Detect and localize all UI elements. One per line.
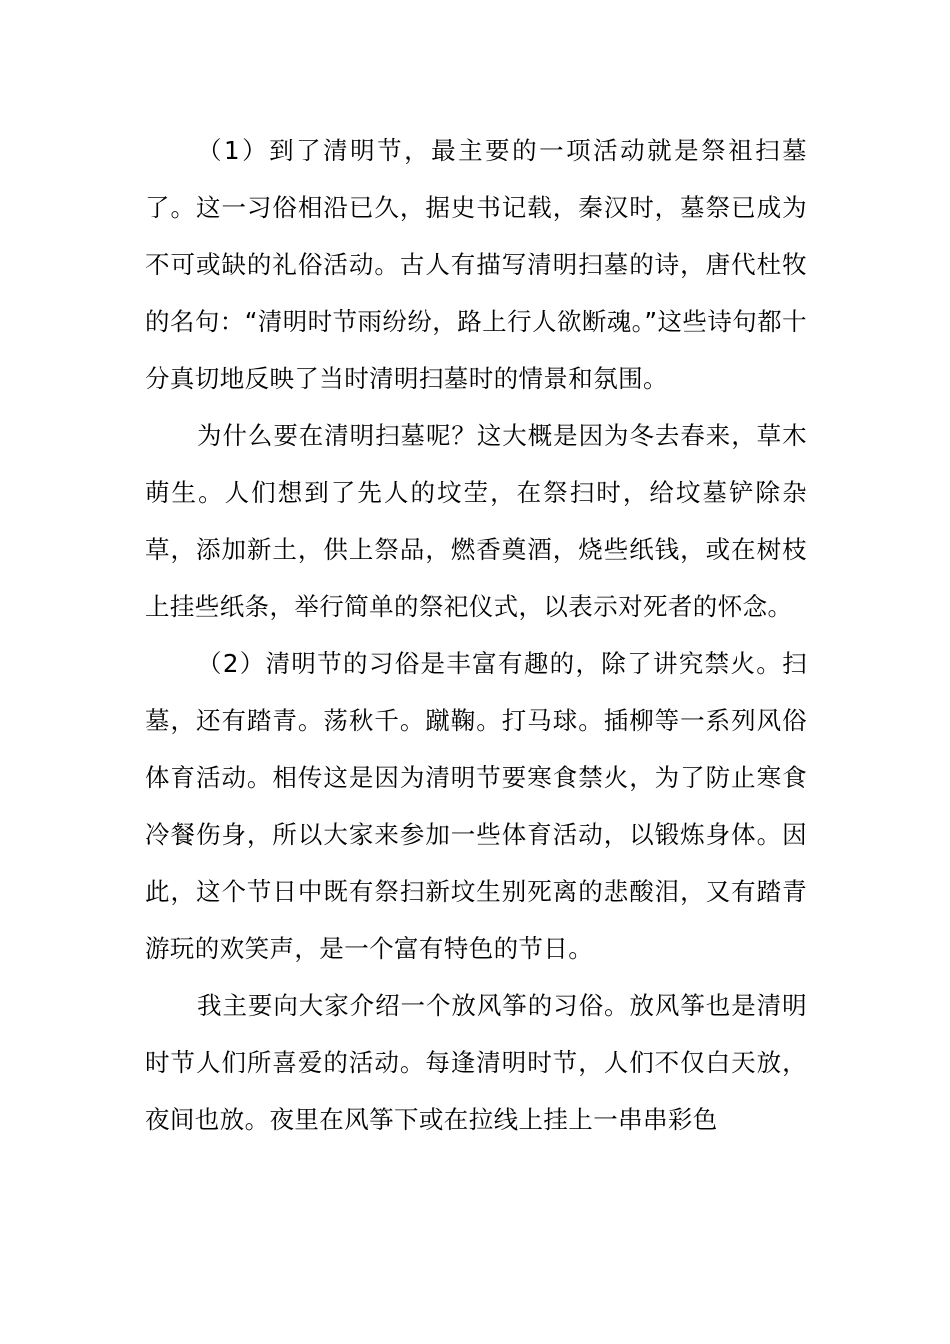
paragraph-3: （2）清明节的习俗是丰富有趣的，除了讲究禁火。扫墓，还有踏青。荡秋千。蹴鞠。打马球。插柳等一系列风俗体育活动。相传这是因为清明节要寒食禁火，为了防止寒食冷餐伤身，所以大家来参加一些体育活动，以锻炼身体。因此，这个节日中既有祭扫新坟生别死离的悲酸泪，又有踏青游玩的欢笑声，是一个富有特色的节日。 (145, 649, 807, 963)
document-body (145, 122, 807, 1148)
paragraph-2: 为什么要在清明扫墓呢？这大概是因为冬去春来，草木萌生。人们想到了先人的坟茔，在祭扫时，给坟墓铲除杂草，添加新土，供上祭品，燃香奠酒，烧些纸钱，或在树枝上挂些纸条，举行简单的祭祀仪式，以表示对死者的怀念。 (145, 421, 807, 621)
paragraph-1: （1）到了清明节，最主要的一项活动就是祭祖扫墓了。这一习俗相沿已久，据史书记载，秦汉时，墓祭已成为不可或缺的礼俗活动。古人有描写清明扫墓的诗，唐代杜牧的名句：“清明时节雨纷纷，路上行人欲断魂。”这些诗句都十分真切地反映了当时清明扫墓时的情景和氛围。 (145, 136, 807, 393)
paragraph-4: 我主要向大家介绍一个放风筝的习俗。放风筝也是清明时节人们所喜爱的活动。每逢清明时节，人们不仅白天放，夜间也放。夜里在风筝下或在拉线上挂上一串串彩色 (145, 991, 807, 1134)
